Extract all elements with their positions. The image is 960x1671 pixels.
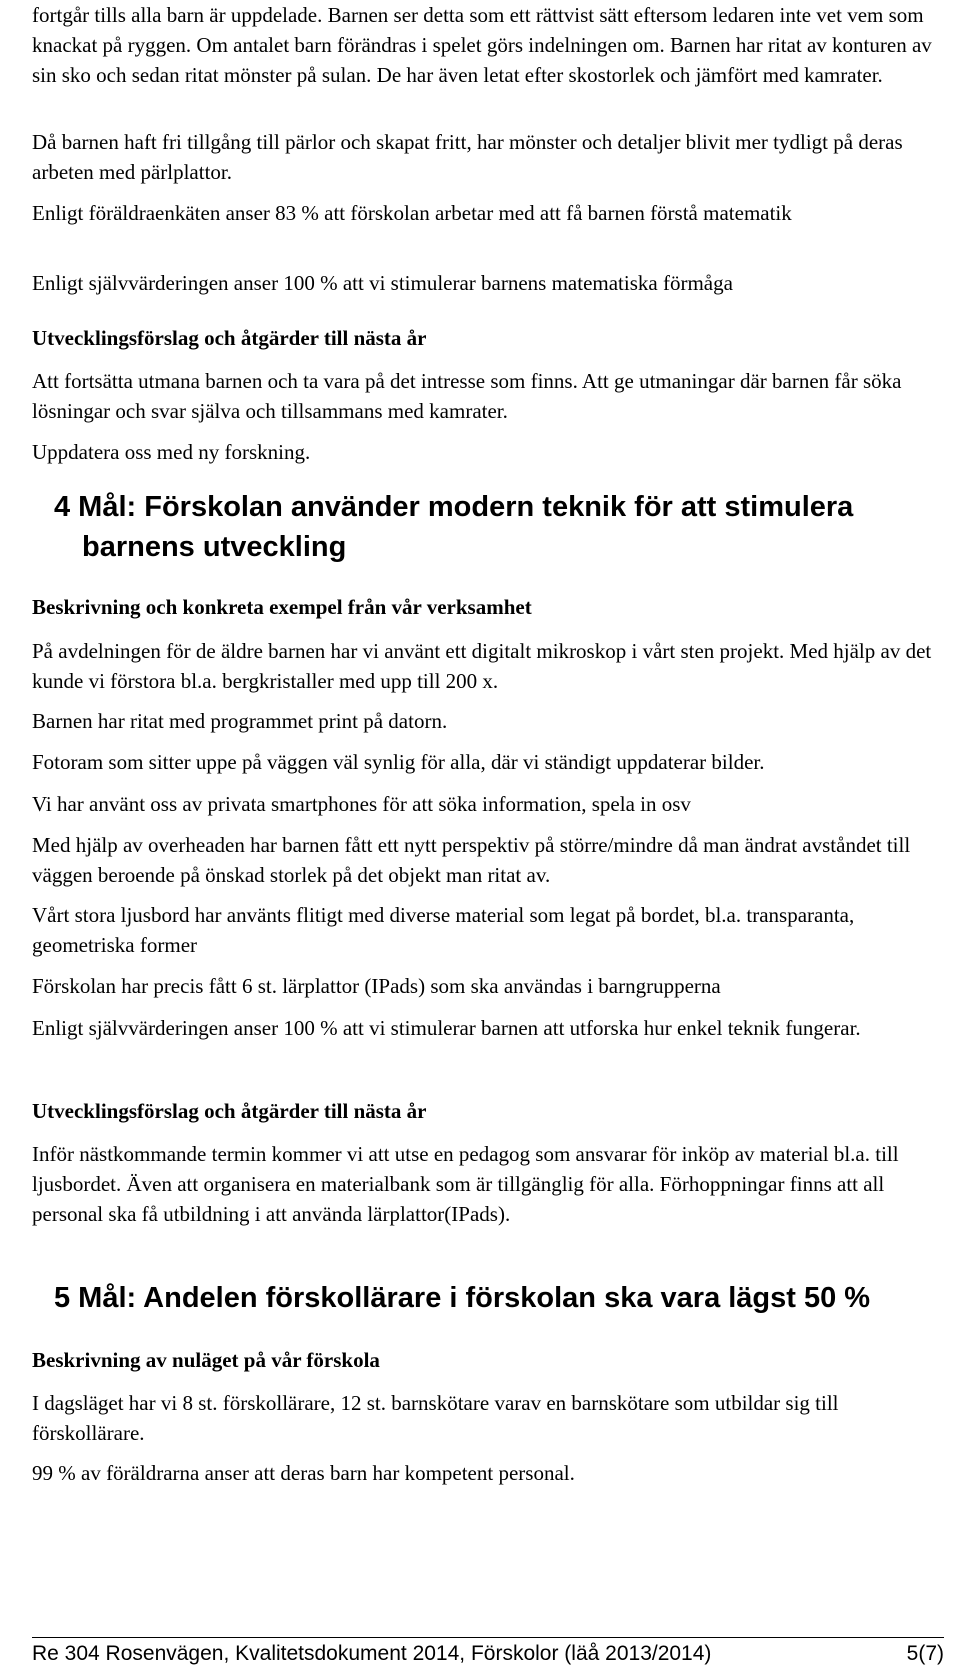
goal-4-development-heading: Utvecklingsförslag och åtgärder till nästa år bbox=[32, 1099, 427, 1123]
goal-4-paragraph-5: Med hjälp av overheaden har barnen fått ett nytt perspektiv på större/mindre då man ändrat avståndet till väggen beroende på önskad storlek på det objekt man ritat av. bbox=[32, 833, 911, 887]
goal-4-paragraph-7: Förskolan har precis fått 6 st. lärplattor (IPads) som ska användas i barngrupperna bbox=[32, 974, 721, 998]
footer-document-info: Re 304 Rosenvägen, Kvalitetsdokument 2014, Förskolor (läå 2013/2014) bbox=[32, 1642, 712, 1665]
goal-4-paragraph-4: Vi har använt oss av privata smartphones för att söka information, spela in osv bbox=[32, 792, 691, 816]
goal-4-title bbox=[54, 487, 934, 567]
goal-4-paragraph-1: På avdelningen för de äldre barnen har vi använt ett digitalt mikroskop i vårt sten projekt. Med hjälp av det kunde vi förstora bl.a. bergkristaller med upp till 200 x. bbox=[32, 639, 932, 693]
goal-5-title: 5 Mål: Andelen förskollärare i förskolan ska vara lägst 50 % bbox=[54, 1282, 871, 1314]
footer-divider bbox=[32, 1637, 944, 1638]
development-paragraph-2: Uppdatera oss med ny forskning. bbox=[32, 440, 311, 464]
development-paragraph-1: Att fortsätta utmana barnen och ta vara på det intresse som finns. Att ge utmaningar där barnen får söka lösningar och svar själva och tillsammans med kamrater. bbox=[32, 369, 902, 423]
goal-5-paragraph-2: 99 % av föräldrarna anser att deras barn har kompetent personal. bbox=[32, 1461, 575, 1485]
goal-4-title-line-1: 4 Mål: Förskolan använder modern teknik för att stimulera bbox=[54, 491, 854, 523]
intro-paragraph-2: Då barnen haft fri tillgång till pärlor och skapat fritt, har mönster och detaljer blivit mer tydligt på deras arbeten med pärlplattor. bbox=[32, 130, 903, 184]
section-heading-development: Utvecklingsförslag och åtgärder till nästa år bbox=[32, 326, 427, 350]
goal-4-title-line-2: barnens utveckling bbox=[82, 531, 347, 563]
intro-paragraph-1: fortgår tills alla barn är uppdelade. Barnen ser detta som ett rättvist sätt eftersom ledaren inte vet vem som knackat på ryggen. Om antalet barn förändras i spelet görs indelningen om. Barnen har ritat av konturen av sin sko och sedan ritat mönster på sulan. De har även letat efter skostorlek och jämfört med kamrater. bbox=[32, 3, 932, 87]
goal-4-development-paragraph: Inför nästkommande termin kommer vi att utse en pedagog som ansvarar för inköp av material bl.a. till ljusbordet. Även att organisera en materialbank som är tillgänglig för alla. Förhoppningar finns att all personal ska få utbildning i att använda lärplattor(IPads). bbox=[32, 1142, 899, 1226]
intro-paragraph-4: Enligt självvärderingen anser 100 % att vi stimulerar barnens matematiska förmåga bbox=[32, 271, 733, 295]
intro-paragraph-3: Enligt föräldraenkäten anser 83 % att förskolan arbetar med att få barnen förstå matematik bbox=[32, 201, 792, 225]
goal-4-paragraph-6: Vårt stora ljusbord har använts flitigt med diverse material som legat på bordet, bl.a. transparanta, geometriska former bbox=[32, 903, 855, 957]
footer-page-number: 5(7) bbox=[906, 1642, 944, 1665]
goal-5-paragraph-1: I dagsläget har vi 8 st. förskollärare, 12 st. barnskötare varav en barnskötare som utbildar sig till förskollärare. bbox=[32, 1391, 839, 1445]
goal-4-paragraph-3: Fotoram som sitter uppe på väggen väl synlig för alla, där vi ständigt uppdaterar bilder. bbox=[32, 750, 765, 774]
goal-5-description-heading: Beskrivning av nuläget på vår förskola bbox=[32, 1348, 380, 1372]
goal-4-paragraph-8: Enligt självvärderingen anser 100 % att vi stimulerar barnen att utforska hur enkel teknik fungerar. bbox=[32, 1016, 861, 1040]
goal-4-description-heading: Beskrivning och konkreta exempel från vår verksamhet bbox=[32, 595, 532, 619]
goal-4-paragraph-2: Barnen har ritat med programmet print på datorn. bbox=[32, 709, 448, 733]
